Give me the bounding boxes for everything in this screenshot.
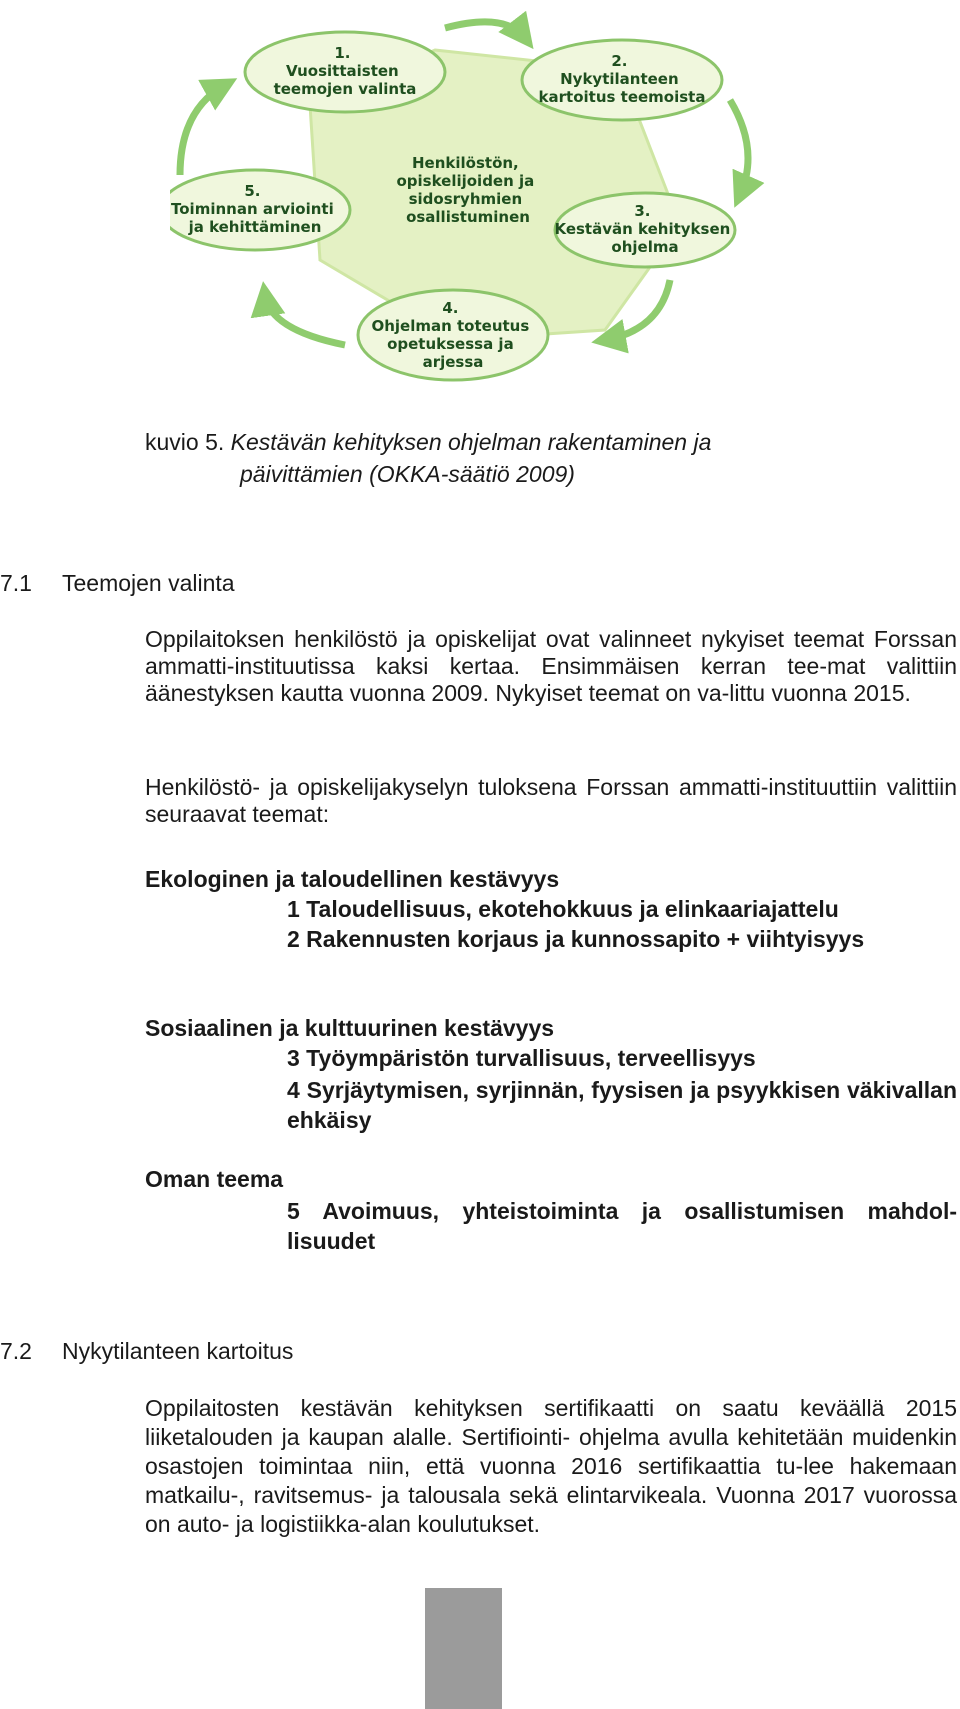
group2-item2: 4 Syrjäytymisen, syrjinnän, fyysisen ja psyykkisen väkivallan ehkäisy: [287, 1077, 957, 1133]
group1-item1: 1 Taloudellisuus, ekotehokkuus ja elinkaariajattelu: [287, 896, 839, 922]
caption-label: kuvio 5.: [145, 429, 225, 455]
figure-caption: [145, 426, 845, 490]
group3-title: Oman teema: [145, 1166, 284, 1192]
section-72-heading: [0, 1337, 293, 1365]
cycle-diagram: [170, 10, 810, 395]
step4-text: 4. Ohjelman toteutus opetuksessa ja arjessa: [371, 299, 530, 371]
step2-text: 2. Nykytilanteen kartoitus teemoista: [538, 52, 706, 106]
section-71-para1: Oppilaitoksen henkilöstö ja opiskelijat ovat valinneet nykyiset teemat Forssan ammatti-instituutissa kaksi kertaa. Ensimmäisen kerran tee-mat valittiin äänestyksen kautta vuonna 2009. Nykyiset teemat on va-littu vuonna 2015.: [145, 626, 957, 706]
caption-title-part2: päivittämien (OKKA-säätiö 2009): [240, 461, 575, 487]
section-71-para2: Henkilöstö- ja opiskelijakyselyn tuloksena Forssan ammatti-instituuttiin valittiin seuraavat teemat:: [145, 774, 957, 827]
page-number-bar: [425, 1588, 502, 1709]
section-71-title: Teemojen valinta: [62, 570, 235, 596]
step3-text: 3. Kestävän kehityksen ohjelma: [554, 202, 731, 256]
caption-line-1: [145, 426, 845, 458]
step1-text: 1. Vuosittaisten teemojen valinta: [273, 44, 417, 98]
group1-title: Ekologinen ja taloudellinen kestävyys: [145, 866, 560, 892]
section-71-number: 7.1: [0, 570, 32, 596]
arrow-1-2: [445, 22, 525, 38]
section-72-number: 7.2: [0, 1338, 32, 1364]
section-72-para1: Oppilaitosten kestävän kehityksen sertifikaatti on saatu keväällä 2015 liiketalouden ja kaupan alalle. Sertifiointi- ohjelma avulla kehitetään muidenkin osastojen toimintaa niin, että vuonna 2016 sertifikaattia tu-lee hakemaan matkailu-, ravitsemus- ja talousala sekä elintarvikeala. Vuonna 2017 vuorossa on auto- ja logistiikka-alan koulutukset.: [145, 1395, 957, 1537]
step5-text: 5. Toiminnan arviointi ja kehittäminen: [171, 182, 334, 236]
group2-title: Sosiaalinen ja kulttuurinen kestävyys: [145, 1015, 555, 1041]
section-72-title: Nykytilanteen kartoitus: [62, 1338, 294, 1364]
caption-line-2: [145, 458, 845, 490]
arrow-4-5: [265, 295, 345, 345]
section-71-heading: [0, 569, 235, 597]
center-text: Henkilöstön, opiskelijoiden ja sidosryhmien osallistuminen: [396, 154, 535, 226]
group2-item1: 3 Työympäristön turvallisuus, terveellisyys: [287, 1045, 756, 1071]
arrow-5-1: [180, 85, 225, 175]
arrow-2-3: [730, 100, 748, 195]
group1-item2: 2 Rakennusten korjaus ja kunnossapito + viihtyisyys: [287, 926, 865, 952]
group3-item1: 5 Avoimuus, yhteistoiminta ja osallistumisen mahdol-lisuudet: [287, 1198, 957, 1254]
caption-title-part1: Kestävän kehityksen ohjelman rakentaminen ja: [230, 429, 712, 455]
cycle-diagram-graphic: [170, 10, 810, 395]
